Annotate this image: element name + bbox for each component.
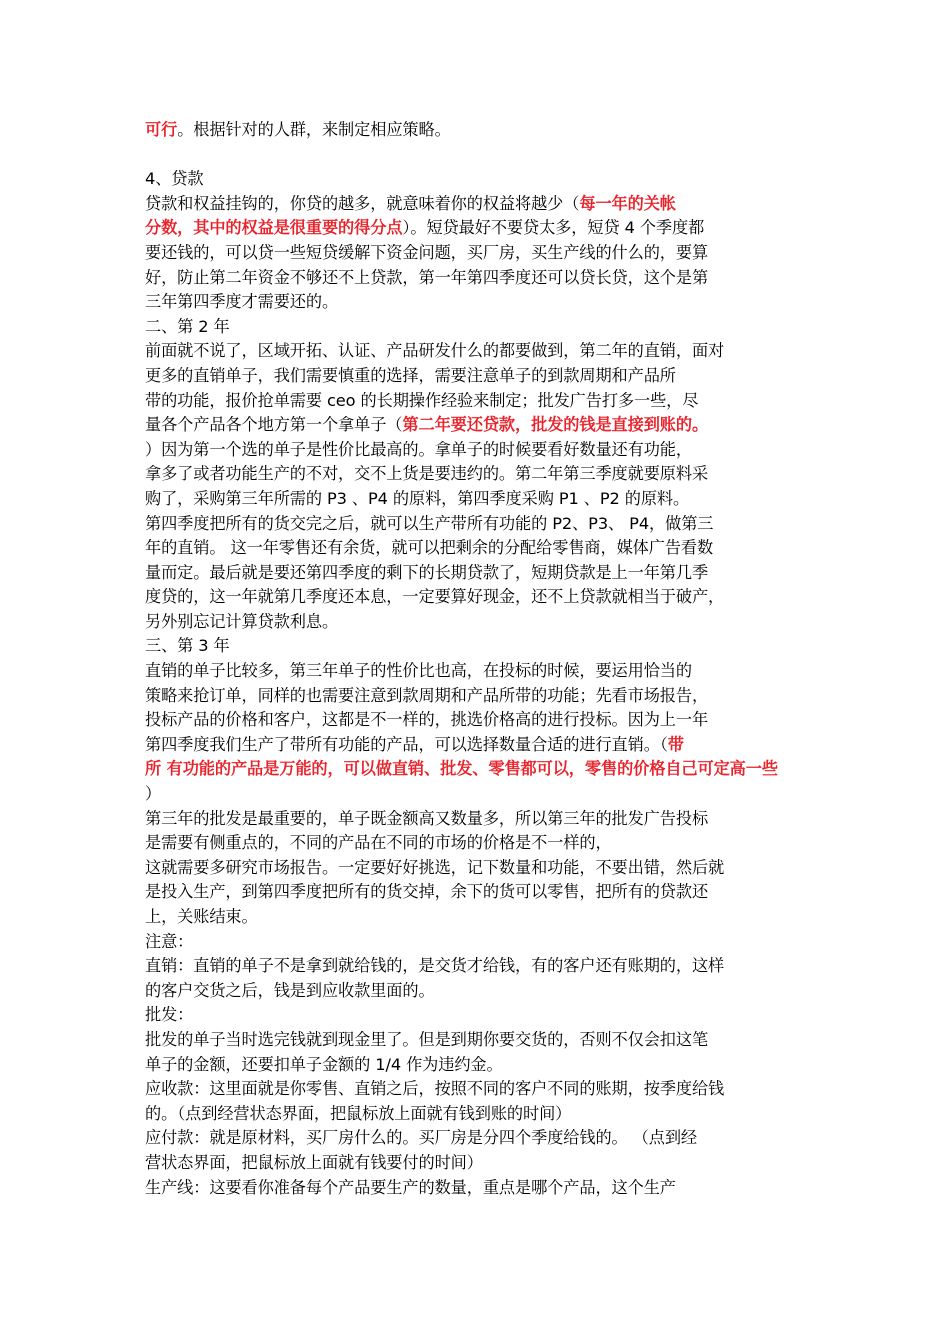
body-text: 是需要有侧重点的，不同的产品在不同的市场的价格是不一样的， <box>145 833 612 853</box>
body-text: 应付款：就是原材料，买厂房什么的。买厂房是分四个季度给钱的。 （点到经 <box>145 1128 698 1148</box>
text-line <box>145 536 810 561</box>
text-line <box>145 1003 810 1028</box>
body-text: 贷款和权益挂钩的，你贷的越多，就意味着你的权益将越少（ <box>145 193 580 213</box>
body-text: 年的直销。 这一年零售还有余货，就可以把剩余的分配给零售商，媒体广告看数 <box>145 538 714 558</box>
document-body <box>145 118 810 1200</box>
blank-line <box>145 143 810 168</box>
body-text: 量各个产品各个地方第一个拿单子（ <box>145 415 403 435</box>
text-line <box>145 1102 810 1127</box>
body-text: 带的功能，报价抢单需要 ceo 的长期操作经验来制定；批发广告打多一些，尽 <box>145 390 699 410</box>
text-line <box>145 389 810 414</box>
body-text: 第三年的批发是最重要的，单子既金额高又数量多，所以第三年的批发广告投标 <box>145 808 709 828</box>
body-text: 投标产品的价格和客户，这都是不一样的，挑选价格高的进行投标。因为上一年 <box>145 710 709 730</box>
text-line <box>145 757 810 782</box>
text-line <box>145 167 810 192</box>
body-text: 营状态界面，把鼠标放上面就有钱要付的时间） <box>145 1152 483 1172</box>
text-line <box>145 634 810 659</box>
body-text: 第四季度把所有的货交完之后，就可以生产带所有功能的 P2、P3、 P4，做第三 <box>145 513 714 533</box>
body-text: 策略来抢订单，同样的也需要注意到款周期和产品所带的功能；先看市场报告， <box>145 685 709 705</box>
text-line <box>145 364 810 389</box>
text-line <box>145 782 810 807</box>
body-text: ） <box>145 784 162 804</box>
emphasis-text: 每一年的关帐 <box>579 193 676 213</box>
text-line <box>145 438 810 463</box>
body-text: 是投入生产，到第四季度把所有的货交掉，余下的货可以零售，把所有的贷款还 <box>145 882 709 902</box>
text-line <box>145 315 810 340</box>
text-line <box>145 954 810 979</box>
emphasis-text: 所 有功能的产品是万能的，可以做直销、批发、零售都可以，零售的价格自己可定高一些 <box>145 759 778 779</box>
body-text: 批发： <box>145 1005 194 1025</box>
text-line <box>145 266 810 291</box>
body-text: 好，防止第二年资金不够还不上贷款，第一年第四季度还可以贷长贷，这个是第 <box>145 267 709 287</box>
text-line <box>145 733 810 758</box>
body-text: 拿多了或者功能生产的不对，交不上货是要违约的。第二年第三季度就要原料采 <box>145 464 709 484</box>
body-text: 要还钱的，可以贷一些短贷缓解下资金问题，买厂房，买生产线的什么的，要算 <box>145 242 709 262</box>
text-line <box>145 462 810 487</box>
body-text: 第四季度我们生产了带所有功能的产品，可以选择数量合适的进行直销。（ <box>145 734 668 754</box>
body-text: 上，关账结束。 <box>145 907 258 926</box>
body-text: 注意： <box>145 931 194 951</box>
text-line <box>145 1077 810 1102</box>
text-line <box>145 1028 810 1053</box>
body-text: 直销：直销的单子不是拿到就给钱的，是交货才给钱，有的客户还有账期的，这样 <box>145 956 725 976</box>
body-text: 三、第 3 年 <box>145 636 230 656</box>
body-text: 购了，采购第三年所需的 P3 、P4 的原料，第四季度采购 P1 、P2 的原料。 <box>145 488 690 508</box>
body-text: 批发的单子当时选完钱就到现金里了。但是到期你要交货的，否则不仅会扣这笔 <box>145 1029 709 1049</box>
text-line <box>145 856 810 881</box>
text-line <box>145 831 810 856</box>
text-line <box>145 1126 810 1151</box>
text-line <box>145 339 810 364</box>
body-text: 量而定。最后就是要还第四季度的剩下的长期贷款了，短期贷款是上一年第几季 <box>145 562 709 582</box>
text-line <box>145 905 810 930</box>
body-text: 三年第四季度才需要还的。 <box>145 292 339 312</box>
body-text: 的客户交货之后，钱是到应收款里面的。 <box>145 980 435 1000</box>
text-line <box>145 880 810 905</box>
text-line <box>145 610 810 635</box>
body-text: 。根据针对的人群，来制定相应策略。 <box>177 120 451 139</box>
body-text: 度贷的，这一年就第几季度还本息，一定要算好现金，还不上贷款就相当于破产， <box>145 587 725 607</box>
emphasis-text: 带 <box>667 734 684 754</box>
text-line <box>145 192 810 217</box>
body-text: 二、第 2 年 <box>145 316 230 336</box>
body-text: 直销的单子比较多，第三年单子的性价比也高，在投标的时候，要运用恰当的 <box>145 661 692 681</box>
text-line <box>145 561 810 586</box>
body-text: 应收款：这里面就是你零售、直销之后，按照不同的客户不同的账期，按季度给钱 <box>145 1079 725 1099</box>
text-line <box>145 1176 810 1201</box>
text-line <box>145 290 810 315</box>
body-text: 这就需要多研究市场报告。一定要好好挑选，记下数量和功能，不要出错，然后就 <box>145 857 725 877</box>
text-line <box>145 979 810 1004</box>
text-line <box>145 708 810 733</box>
text-line <box>145 1151 810 1176</box>
body-text: 单子的金额，还要扣单子金额的 1/4 作为违约金。 <box>145 1054 503 1074</box>
text-line <box>145 413 810 438</box>
body-text: 4、贷款 <box>145 169 204 189</box>
body-text: 前面就不说了，区域开拓、认证、产品研发什么的都要做到，第二年的直销，面对 <box>145 341 725 361</box>
text-line <box>145 241 810 266</box>
text-line <box>145 118 810 143</box>
body-text: ）。短贷最好不要贷太多，短贷 4 个季度都 <box>402 218 705 238</box>
body-text: 另外别忘记计算贷款利息。 <box>145 611 339 631</box>
emphasis-text: 第二年要还贷款，批发的钱是直接到账的。 <box>402 415 709 435</box>
text-line <box>145 930 810 955</box>
body-text: ）因为第一个选的单子是性价比最高的。拿单子的时候要看好数量还有功能， <box>145 439 692 459</box>
body-text: 更多的直销单子，我们需要慎重的选择，需要注意单子的到款周期和产品所 <box>145 365 676 385</box>
body-text: 的。（点到经营状态界面，把鼠标放上面就有钱到账的时间） <box>145 1103 572 1123</box>
text-line <box>145 585 810 610</box>
text-line <box>145 1053 810 1078</box>
body-text: 生产线：这要看你准备每个产品要生产的数量，重点是哪个产品，这个生产 <box>145 1177 676 1197</box>
text-line <box>145 684 810 709</box>
text-line <box>145 487 810 512</box>
emphasis-text: 分数，其中的权益是很重要的得分点 <box>145 218 403 238</box>
text-line <box>145 512 810 537</box>
text-line <box>145 659 810 684</box>
text-line <box>145 807 810 832</box>
emphasis-text: 可行 <box>145 120 178 139</box>
text-line <box>145 216 810 241</box>
